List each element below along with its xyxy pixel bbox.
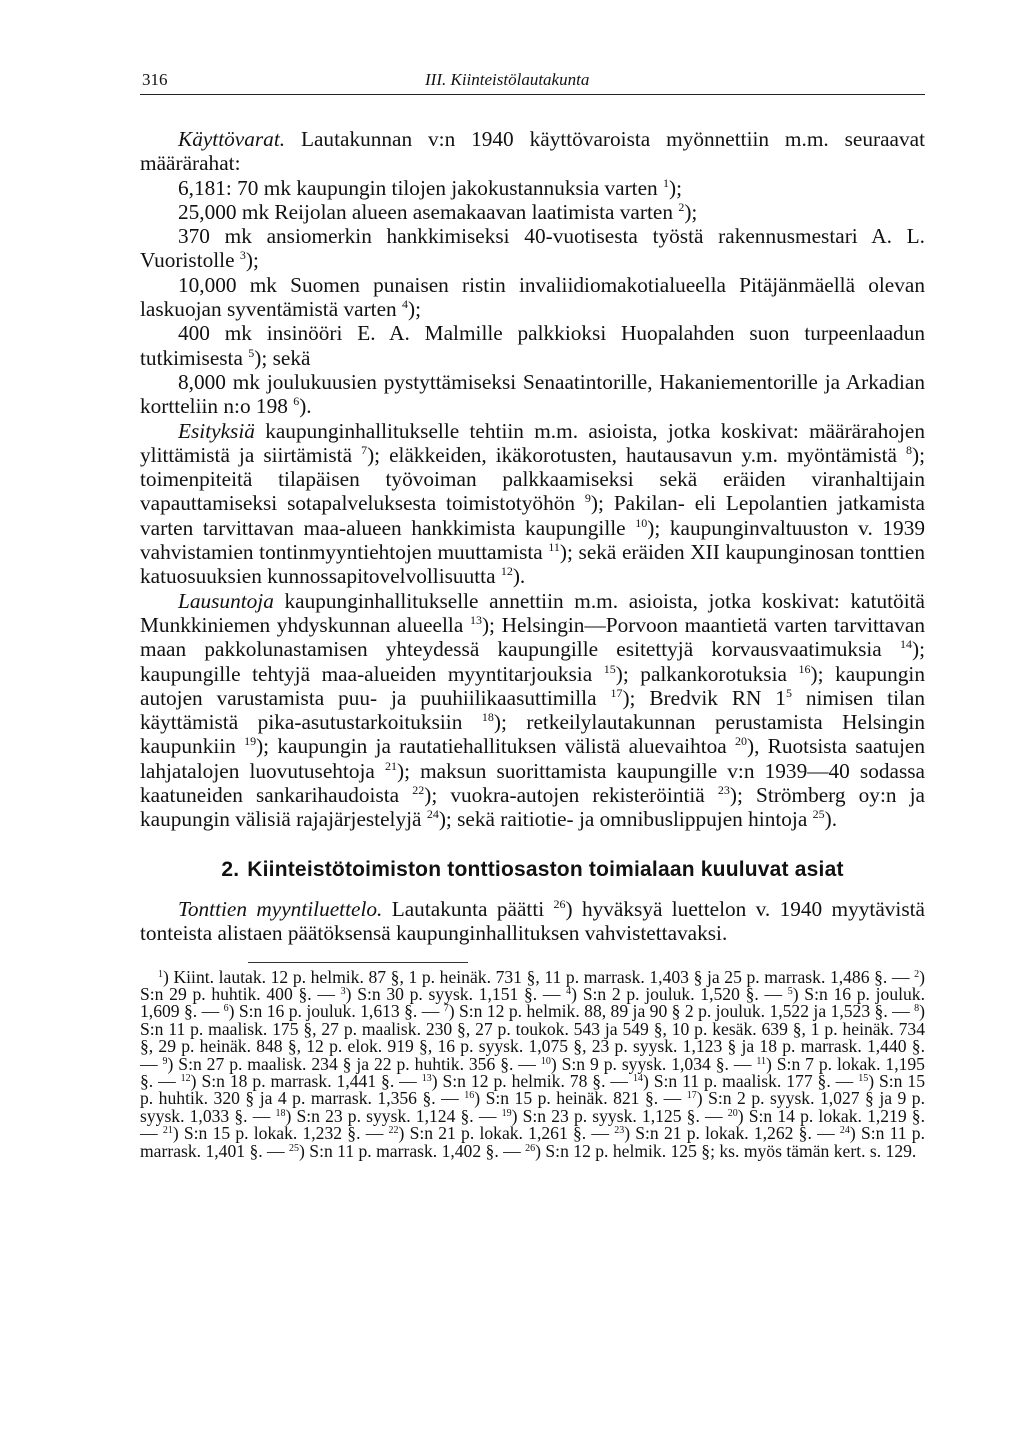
paragraph-list — [140, 127, 925, 832]
text-run: 6,181: 70 mk kaupungin tilojen jakokustannuksia varten — [178, 175, 664, 200]
footnote-ref: 5 — [785, 685, 792, 700]
footnote-ref: 11 — [756, 1055, 766, 1067]
footnote-ref: 4 — [402, 297, 408, 312]
footnote-ref: 16 — [798, 661, 811, 676]
text-run: ); maksun suorittamista kaupungille v:n 1939—40 sodassa kaatuneiden sankarihaudoista — [140, 758, 925, 808]
footnote-ref: 26 — [553, 896, 566, 911]
text-run: ) S:n 21 p. lokak. 1,262 §. — — [624, 1123, 840, 1144]
body-text — [140, 127, 925, 946]
text-run: ); — [684, 199, 698, 224]
text-run: ) S:n 12 p. helmik. 125 §; ks. myös tämän kert. s. 129. — [535, 1140, 917, 1161]
text-run: ) S:n 16 p. jouluk. 1,613 §. — — [228, 1001, 444, 1022]
text-run: ); kaupungille tehtyjä maa-alueiden myyntitarjouksia — [140, 637, 925, 686]
text-run: 370 mk ansiomerkin hankkimiseksi 40-vuotisesta työstä rakennusmestari A. L. Vuoristolle — [140, 224, 925, 273]
text-run: kaupunginhallitukselle annettiin m.m. asioista, jotka koskivat: katutöitä Munkkiniemen yhdyskunnan alueella — [140, 588, 925, 637]
footnote-ref: 17 — [686, 1090, 697, 1102]
footnote-ref: 10 — [635, 515, 648, 530]
footnote-ref: 4 — [566, 985, 572, 997]
text-run: ) S:n 30 p. syysk. 1,151 §. — — [345, 983, 567, 1004]
paragraph — [140, 200, 925, 224]
footnote-ref: 17 — [610, 685, 623, 700]
footnote-ref: 11 — [548, 540, 560, 555]
paragraph — [140, 370, 925, 419]
footnote-divider — [248, 962, 468, 963]
text-run: Lautakunta päätti — [382, 896, 554, 921]
text-run: ); — [408, 297, 422, 322]
footnote-ref: 2 — [678, 199, 685, 214]
footnotes — [140, 966, 926, 1161]
running-title: III. Kiinteistölautakunta — [425, 70, 590, 89]
footnote-ref: 19 — [244, 734, 257, 749]
text-run: ); kaupungin autojen varustamista puu- ja puuhiilikaasuttimilla — [140, 661, 925, 710]
paragraph — [140, 176, 925, 200]
footnote-ref: 5 — [248, 345, 255, 360]
footnote-ref: 3 — [340, 985, 346, 997]
closing-paragraph — [140, 897, 925, 946]
text-run: ); palkankorotuksia — [615, 661, 799, 686]
text-run: ) S:n 7 p. lokak. 1,195 §. — — [140, 1053, 925, 1091]
footnote-ref: 23 — [614, 1125, 625, 1137]
footnote-ref: 22 — [412, 783, 425, 798]
footnote-ref: 15 — [603, 661, 616, 676]
text-run: ) S:n 21 p. lokak. 1,261 §. — — [398, 1123, 615, 1144]
footnote-ref: 12 — [180, 1072, 191, 1084]
footnote-ref: 8 — [914, 1003, 920, 1015]
footnote-ref: 6 — [223, 1003, 229, 1015]
footnote-ref: 25 — [289, 1142, 300, 1154]
document-page — [140, 64, 925, 1160]
text-run: ) S:n 11 p. maalisk. 175 §, 27 p. maalisk. 230 §, 27 p. toukok. 543 ja 549 §, 10 p. kesäk. 639 §, 1 p. heinäk. 734 §, 29 p. heinäk. 848 §, 12 p. elok. 919 §, 16 p. syysk. 1,075 §, 23 p. syysk. 1,123 § ja 18 p. marrask. 1,440 §. — — [140, 1001, 925, 1074]
footnote-ref: 22 — [388, 1125, 399, 1137]
text-run: ) hyväksyä luettelon v. 1940 myytävistä tonteista alistaen päätöksensä kaupunginhallituksen vahvistettavaksi. — [140, 896, 925, 946]
footnote-ref: 20 — [727, 1107, 738, 1119]
footnote-ref: 2 — [914, 968, 920, 980]
text-run: ); vuokra-autojen rekisteröintiä — [424, 783, 718, 808]
text-run: ) S:n 12 p. helmik. 78 §. — — [431, 1070, 633, 1091]
text-run: ) S:n 15 p. lokak. 1,232 §. — — [172, 1123, 389, 1144]
text-run: ). — [299, 394, 312, 419]
paragraph — [140, 273, 925, 322]
text-run: ) S:n 11 p. marrask. 1,401 §. — — [140, 1123, 925, 1161]
footnote-ref: 14 — [899, 637, 912, 652]
footnote-ref: 21 — [162, 1125, 173, 1137]
text-run: ); Strömberg oy:n ja kaupungin välisiä rajajärjestelyjä — [140, 783, 926, 832]
text-run: ) S:n 2 p. syysk. 1,027 § ja 9 p. syysk. 1,033 §. — — [140, 1088, 925, 1126]
text-run: ); — [245, 248, 259, 273]
text-run: ). — [824, 807, 838, 832]
text-run: ). — [512, 564, 526, 589]
text-run: ) S:n 2 p. jouluk. 1,520 §. — — [571, 983, 788, 1004]
text-run: ) S:n 29 p. huhtik. 400 §. — — [140, 966, 925, 1004]
text-run: ); Pakilan- eli Lepolantien jatkamista varten tarvittavan maa-alueen hankkimista kaupungille — [140, 491, 926, 540]
text-run: ); Bredvik RN 1 — [622, 685, 786, 710]
text-run: ); kaupunginvaltuuston v. 1939 vahvistamien tontinmyyntiehtojen muuttamista — [140, 515, 925, 565]
text-run: ) S:n 27 p. maalisk. 234 § ja 22 p. huhtik. 356 §. — — [167, 1053, 541, 1074]
footnote-ref: 24 — [839, 1125, 850, 1137]
text-run: ), Ruotsista saatujen lahjatalojen luovutusehtoja — [140, 734, 925, 783]
text-run: ); — [669, 175, 683, 200]
footnote-ref: 26 — [525, 1142, 536, 1154]
footnote-ref: 23 — [717, 783, 730, 798]
text-run: ); sekä — [254, 345, 311, 370]
text-run: 8,000 mk joulukuusien pystyttämiseksi Senaatintorille, Hakaniementorille ja Arkadian kortteliin n:o 198 — [140, 369, 925, 419]
paragraph — [140, 321, 925, 370]
text-run: ); kaupungin ja rautatiehallituksen välistä aluevaihtoa — [256, 734, 735, 759]
footnote-ref: 7 — [443, 1003, 449, 1015]
text-run: ) Kiint. lautak. 12 p. helmik. 87 §, 1 p. heinäk. 731 §, 11 p. marrask. 1,403 § ja 25 p. marrask. 1,486 §. — — [163, 966, 915, 987]
section-title: Kiinteistötoimiston tonttiosaston toimialaan kuuluvat asiat — [247, 857, 844, 881]
paragraph — [140, 589, 925, 832]
footnote-ref: 19 — [501, 1107, 512, 1119]
text-run: ) S:n 12 p. helmik. 88, 89 ja 90 § 2 p. jouluk. 1,522 ja 1,523 §. — — [448, 1001, 915, 1022]
footnote-ref: 1 — [663, 175, 670, 190]
page-header — [140, 64, 925, 95]
page-number: 316 — [142, 70, 168, 89]
footnote-ref: 16 — [464, 1090, 475, 1102]
footnote-ref: 12 — [500, 564, 513, 579]
footnote-ref: 25 — [812, 807, 825, 822]
footnote-ref: 14 — [632, 1072, 643, 1084]
text-run: ) S:n 15 p. heinäk. 821 §. — — [474, 1088, 687, 1109]
paragraph — [140, 127, 925, 176]
paragraph — [140, 224, 925, 273]
paragraph — [140, 419, 925, 589]
text-run: ); toimenpiteitä tilapäisen työvoiman palkkaamiseksi sekä eräiden viranhaltijain vapauttamiseksi sotapalveluksesta toimistotyöhön — [140, 442, 925, 516]
text-run: 10,000 mk Suomen punaisen ristin invaliidiomakotialueella Pitäjänmäellä olevan laskuojan syventämistä varten — [140, 272, 925, 322]
text-run: ) S:n 9 p. syysk. 1,034 §. — — [550, 1053, 757, 1074]
footnote-ref: 24 — [426, 807, 439, 822]
text-run: ); Helsingin—Porvoon maantietä varten tarvittavan maan pakkolunastamisen yhteydessä kaupungille esitettyjä korvausvaatimuksia — [140, 612, 926, 662]
footnote-ref: 3 — [239, 248, 246, 263]
text-run: ) S:n 16 p. jouluk. 1,609 §. — — [140, 983, 925, 1022]
text-run: kaupunginhallitukselle tehtiin m.m. asioista, jotka koskivat: määrärahojen ylittämistä ja siirtämistä — [140, 418, 925, 467]
text-run: ); retkeilylautakunnan perustamista Helsingin kaupunkiin — [140, 710, 925, 759]
footnote-ref: 13 — [469, 612, 482, 627]
text-run: ) S:n 18 p. marrask. 1,441 §. — — [190, 1070, 422, 1091]
text-run: ) S:n 23 p. syysk. 1,125 §. — — [511, 1105, 728, 1126]
footnote-ref: 5 — [787, 985, 793, 997]
text-run: ) S:n 23 p. syysk. 1,124 §. — — [285, 1105, 502, 1126]
text-run: ) S:n 11 p. maalisk. 177 §. — — [642, 1070, 859, 1091]
footnote-ref: 13 — [421, 1072, 432, 1084]
footnote-ref: 6 — [293, 394, 300, 409]
footnote-ref: 1 — [158, 968, 163, 980]
text-run: ); eläkkeiden, ikäkorotusten, hautausavun y.m. myöntämistä — [367, 442, 906, 467]
footnote-ref: 21 — [384, 758, 397, 773]
text-run: ) S:n 14 p. lokak. 1,219 §. — — [140, 1105, 925, 1144]
italic-lead: Esityksiä — [178, 418, 255, 443]
italic-lead: Tonttien myyntiluettelo. — [178, 896, 383, 921]
text-run: ) S:n 15 p. huhtik. 320 § ja 4 p. marrask. 1,356 §. — — [140, 1070, 926, 1109]
footnote-ref: 7 — [361, 442, 368, 457]
footnote-ref: 15 — [858, 1072, 869, 1084]
italic-lead: Käyttövarat. — [178, 127, 286, 151]
italic-lead: Lausuntoja — [178, 588, 274, 613]
footnote-ref: 20 — [735, 734, 747, 749]
text-run: Lautakunnan v:n 1940 käyttövaroista myönnettiin m.m. seuraavat määrärahat: — [140, 127, 925, 176]
footnote-ref: 8 — [905, 442, 912, 457]
text-run: nimisen tilan käyttämistä pika-asutustarkoituksiin — [140, 685, 926, 735]
text-run: ); sekä raitiotie- ja omnibuslippujen hintoja — [438, 807, 813, 832]
text-run: 400 mk insinööri E. A. Malmille palkkioksi Huopalahden suon turpeenlaadun tutkimisesta — [140, 321, 925, 370]
footnote-ref: 18 — [481, 710, 494, 725]
footnote-ref: 9 — [162, 1055, 168, 1067]
text-run: ); sekä eräiden XII kaupunginosan tonttien katuosuuksien kunnossapitovelvollisuutta — [140, 540, 925, 589]
footnote-ref: 9 — [584, 491, 591, 506]
footnote-ref: 10 — [540, 1055, 551, 1067]
footnote-ref: 18 — [275, 1107, 286, 1119]
section-heading — [140, 858, 925, 882]
text-run: ) S:n 11 p. marrask. 1,402 §. — — [299, 1140, 526, 1161]
text-run: 25,000 mk Reijolan alueen asemakaavan laatimista varten — [178, 199, 679, 224]
section-number: 2. — [221, 857, 240, 881]
